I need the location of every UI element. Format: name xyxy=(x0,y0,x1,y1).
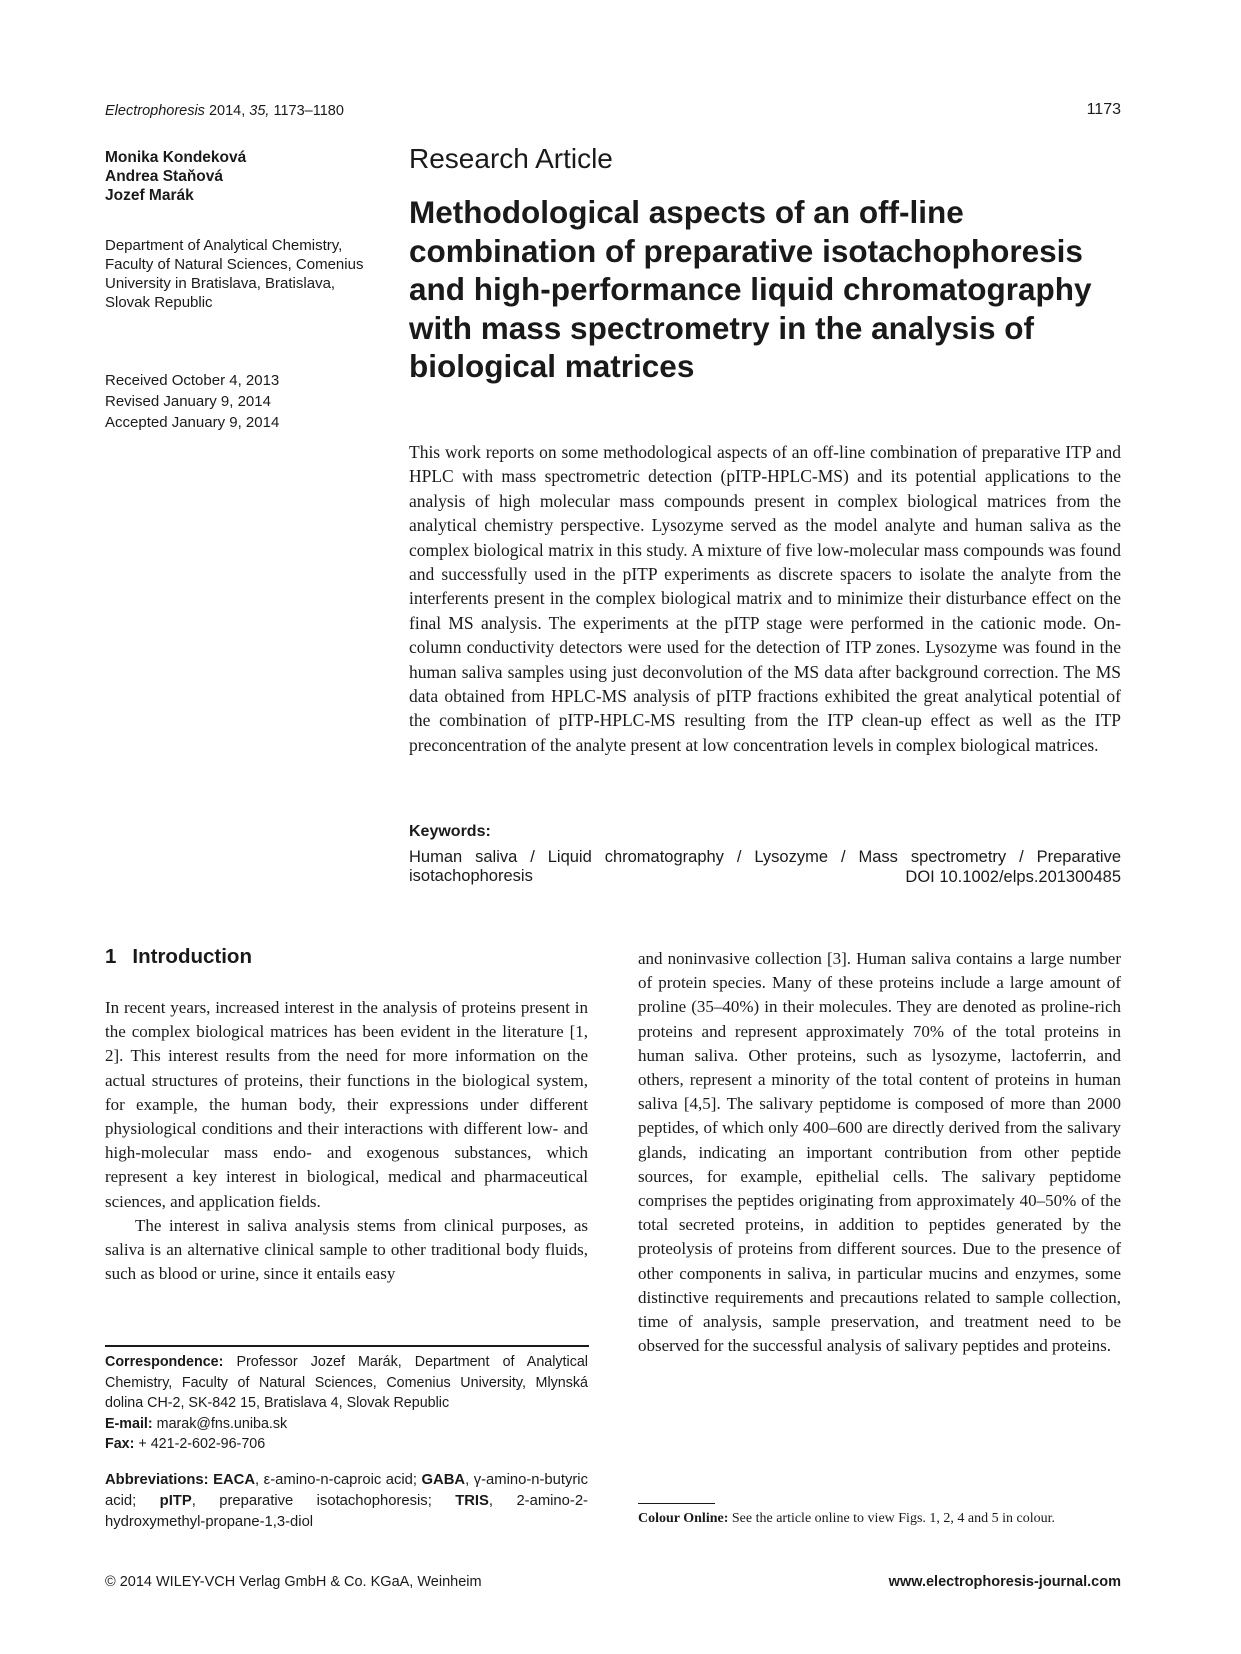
article-type: Research Article xyxy=(409,143,613,174)
email-label: E-mail: xyxy=(105,1415,153,1432)
abbreviation-definition: γ-amino-n-butyric acid; xyxy=(105,1472,588,1509)
fax-number: + 421-2-602-96-706 xyxy=(138,1436,266,1452)
intro-left-column xyxy=(105,996,588,1286)
journal-year: 2014, xyxy=(208,103,246,119)
journal-citation-line xyxy=(105,103,344,119)
page-number: 1173 xyxy=(1086,101,1121,118)
affiliation: Department of Analytical Chemistry, Faculty of Natural Sciences, Comenius University in Bratislava, Bratislava, Slovak Republic xyxy=(105,237,364,311)
email-address[interactable]: marak@fns.uniba.sk xyxy=(156,1415,288,1432)
abbreviation-term: pITP xyxy=(159,1493,192,1509)
fax-label: Fax: xyxy=(105,1436,135,1452)
abbreviation-term: EACA xyxy=(213,1472,256,1488)
colour-note-label: Colour Online: xyxy=(638,1511,729,1526)
section-number: 1 xyxy=(105,945,117,968)
journal-name: Electrophoresis xyxy=(105,103,205,119)
journal-website-link[interactable]: www.electrophoresis-journal.com xyxy=(888,1574,1121,1590)
received-date: Received October 4, 2013 xyxy=(105,372,280,389)
author-name: Monika Kondeková xyxy=(105,149,247,166)
abbreviation-definition: ε-amino-n-caproic acid; xyxy=(263,1472,417,1488)
revised-date: Revised January 9, 2014 xyxy=(105,393,271,410)
doi: DOI 10.1002/elps.201300485 xyxy=(905,868,1121,886)
colour-online-note xyxy=(638,1511,1055,1527)
copyright: © 2014 WILEY-VCH Verlag GmbH & Co. KGaA, Weinheim xyxy=(105,1574,482,1590)
correspondence-footnote xyxy=(105,1352,588,1455)
colour-note-divider xyxy=(638,1503,715,1504)
abbreviation-term: TRIS xyxy=(455,1493,489,1509)
abbreviation-term: GABA xyxy=(421,1472,466,1488)
abbreviation-definition: preparative isotachophoresis; xyxy=(219,1493,432,1509)
correspondence-label: Correspondence: xyxy=(105,1354,224,1370)
keywords-list: Human saliva / Liquid chromatography / Lysozyme / Mass spectrometry / Preparative isotachophoresis xyxy=(409,848,1121,885)
journal-volume: 35, xyxy=(249,103,270,119)
paragraph: In recent years, increased interest in the analysis of proteins present in the complex biological matrices has been evident in the literature [1, 2]. This interest results from the need for more information on the actual structures of proteins, their functions in the biological system, for example, the human body, their expressions under different physiological conditions and their interactions with different low- and high-molecular mass endo- and exogenous substances, which represent a key interest in biological, medical and pharmaceutical sciences, and application fields. xyxy=(105,998,588,1211)
paragraph: The interest in saliva analysis stems from clinical purposes, as saliva is an alternative clinical sample to other traditional body fluids, such as blood or urine, since it entails easy xyxy=(105,1215,588,1284)
author-list xyxy=(105,148,246,205)
section-heading xyxy=(105,945,252,969)
author-name: Jozef Marák xyxy=(105,187,194,204)
keywords-heading: Keywords: xyxy=(409,823,491,840)
abbreviation-definition: 2-amino-2-hydroxymethyl-propane-1,3-diol xyxy=(105,1493,588,1530)
correspondence-text: Professor Jozef Marák, Department of Analytical Chemistry, Faculty of Natural Sciences, Comenius University, Mlynská dolina CH-2, SK-842 15, Bratislava 4, Slovak Republic xyxy=(105,1354,588,1411)
intro-right-column: and noninvasive collection [3]. Human saliva contains a large number of protein species. Many of these proteins include a large amount of proline (35–40%) in their molecules. They are denoted as proline-rich proteins and represent approximately 70% of the total proteins in human saliva. Other proteins, such as lysozyme, lactoferrin, and others, represent a minority of the total content of proteins in human saliva [4,5]. The salivary peptidome is composed of more than 2000 peptides, of which only 400–600 are directly derived from the salivary glands, indicating an important contribution from other peptide sources, for example, epithelial cells. The salivary peptidome comprises the peptides originating from approximately 40–50% of the total secreted proteins, in addition to peptides generated by the proteolysis of proteins from different sources. Due to the presence of other components in saliva, in particular mucins and enzymes, some distinctive requirements and precautions related to sample collection, time of analysis, sample preservation, and treatment need to be observed for the successful analysis of salivary peptides and proteins. xyxy=(638,949,1121,1356)
abbreviations-footnote: Abbreviations: EACA, ε-amino-n-caproic acid; GABA, γ-amino-n-butyric acid; pITP, preparative isotachophoresis; TRIS, 2-amino-2-hydroxymethyl-propane-1,3-diol xyxy=(105,1472,588,1530)
article-title: Methodological aspects of an off-line combination of preparative isotachophoresis and high-performance liquid chromatography with mass spectrometry in the analysis of biological matrices xyxy=(409,194,1092,384)
abstract: This work reports on some methodological aspects of an off-line combination of preparative ITP and HPLC with mass spectrometric detection (pITP-HPLC-MS) and its potential applications to the analysis of high molecular mass compounds present in complex biological matrices from the analytical chemistry perspective. Lysozyme served as the model analyte and human saliva as the complex biological matrix in this study. A mixture of five low-molecular mass compounds was found and successfully used in the pITP experiments as discrete spacers to isolate the analyte from the interferents present in the complex biological matrix and to minimize their disturbance effect on the final MS analysis. The experiments at the pITP stage were performed in the cationic mode. On-column conductivity detectors were used for the detection of ITP zones. Lysozyme was found in the human saliva samples using just deconvolution of the MS data after background correction. The MS data obtained from HPLC-MS analysis of pITP fractions exhibited the great analytical potential of the combination of pITP-HPLC-MS resulting from the ITP clean-up effect as well as the ITP preconcentration of the analyte present at low concentration levels in complex biological matrices. xyxy=(409,442,1121,755)
abbreviations-label: Abbreviations: xyxy=(105,1472,209,1488)
section-title: Introduction xyxy=(132,945,252,968)
article-dates xyxy=(105,370,279,433)
journal-pages: 1173–1180 xyxy=(273,103,344,119)
footnote-divider xyxy=(105,1345,589,1347)
author-name: Andrea Staňová xyxy=(105,168,224,185)
colour-note-text: See the article online to view Figs. 1, 2, 4 and 5 in colour. xyxy=(731,1511,1055,1526)
accepted-date: Accepted January 9, 2014 xyxy=(105,414,280,431)
